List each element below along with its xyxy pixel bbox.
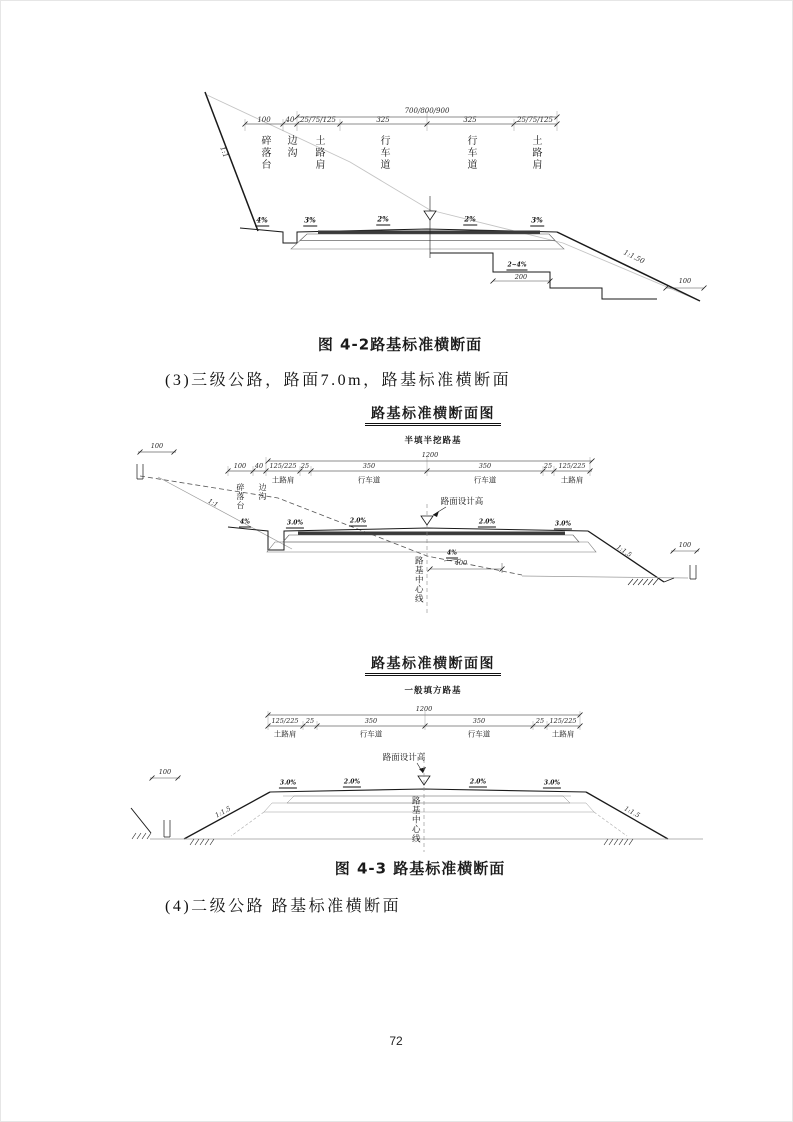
fig42-dim: 40 [285, 116, 295, 124]
fig42-dim: 25/75/125 [517, 116, 553, 124]
fig-fill-col-label: 行车道 [467, 729, 491, 739]
fig42-toe-dim: 100 [678, 277, 692, 285]
fig42-cut-section [205, 92, 707, 301]
fig-half-left-label: 碎落台 [236, 483, 245, 510]
fig42-dim: 325 [463, 116, 477, 124]
fig-half-dim: 125/225 [269, 462, 297, 470]
fig-fill-centerline-label: 路基中心线 [411, 796, 422, 844]
fig-fill-dim: 25 [535, 717, 545, 725]
fig-half-cut-slope-label: 1:1 [206, 497, 220, 509]
paragraph-3: (3)三级公路，路面7.0m，路基标准横断面 [165, 372, 512, 389]
fig42-bench-width: 200 [514, 273, 528, 281]
fig-fill-design-height-label: 路面设计高 [382, 751, 426, 762]
fig-fill-dim: 125/225 [549, 717, 577, 725]
fig-half-title: 路基标准横断面图 [365, 406, 501, 426]
fig42-dim: 100 [257, 116, 271, 124]
fig-half-topleft-dim: 100 [150, 442, 164, 450]
fig-half-fill-slope-label: 1:1.5 [614, 543, 634, 559]
fig-half-dim: 350 [362, 462, 376, 470]
fig-half-overall-dim: 1200 [421, 451, 439, 459]
fig42-bench-slope-label: 2~4% [507, 261, 527, 269]
fig42-slope-label: 3% [304, 215, 316, 225]
fig-half-toe-dim: 100 [678, 541, 692, 549]
fig-fill-title: 路基标准横断面图 [365, 656, 501, 676]
fig-half-slope-label: 2.0% [349, 517, 367, 525]
fig-half-col-label: 行车道 [357, 475, 381, 485]
fig42-col-label: 边沟 [285, 135, 296, 159]
fig-fill-slope-label: 3.0% [543, 779, 561, 787]
fig-half-slope-label: 3.0% [554, 520, 572, 528]
fig-fill-col-label: 行车道 [359, 729, 383, 739]
fig42-slope-label: 4% [256, 215, 268, 225]
fig-half-design-height-label: 路面设计高 [440, 495, 484, 506]
fig42-fill-slope-label: 1:1.50 [622, 248, 646, 266]
fig-fill-slope-label: 2.0% [343, 778, 361, 786]
fig-half-slope-label: 2.0% [478, 518, 496, 526]
fig-half-col-label: 土路肩 [560, 475, 584, 485]
fig42-slope-label: 2% [464, 214, 476, 224]
fig42-cut-slope-label: 1:1 [218, 145, 230, 159]
fig-half-slope-label: 3.0% [286, 519, 304, 527]
fig-fill-dim: 25 [305, 717, 315, 725]
fig42-dim: 325 [376, 116, 390, 124]
design-level-symbol [421, 516, 433, 525]
fig42-col-label: 碎落台 [259, 135, 270, 171]
fig-half-center-slope: 4% [447, 549, 457, 557]
fig42-overall-dim: 700/800/900 [404, 107, 450, 115]
fig-half-centerline-label: 路基中心线 [414, 556, 425, 604]
fig-half-left-label: 边沟 [258, 483, 267, 501]
fig42-dim: 25/75/125 [300, 116, 336, 124]
fig-half-dim: 25 [300, 462, 310, 470]
fig-half-dim: 350 [478, 462, 492, 470]
fig-half-slope-label: 4% [240, 518, 250, 526]
fig-half-dim: 125/225 [558, 462, 586, 470]
fig-fill-slope-label: 2.0% [469, 778, 487, 786]
fig-half-dim: 25 [543, 462, 553, 470]
fig-fill-left-dim: 100 [158, 768, 172, 776]
paragraph-4: (4)二级公路 路基标准横断面 [165, 898, 402, 915]
fig-fill-overall-dim: 1200 [415, 705, 433, 713]
fig-fill-subtitle: 一般填方路基 [404, 684, 462, 695]
fig42-col-label: 行车道 [378, 135, 389, 171]
fig-half-center-dim: 400 [454, 559, 468, 567]
design-level-symbol [424, 211, 436, 220]
fig-half-col-label: 土路肩 [271, 475, 295, 485]
fig-fill-dim: 125/225 [271, 717, 299, 725]
fig-half-dim: 40 [254, 462, 264, 470]
fig-fill-slope-label: 3.0% [279, 779, 297, 787]
fig-fill-left-slope-label: 1:1.5 [213, 804, 233, 820]
fig-fill-dim: 350 [472, 717, 486, 725]
fig42-slope-label: 2% [377, 214, 389, 224]
fig42-slope-label: 3% [531, 215, 543, 225]
fig-half-dim: 100 [233, 462, 247, 470]
fig-half-col-label: 行车道 [473, 475, 497, 485]
fig42-col-label: 土路肩 [530, 135, 541, 171]
fig43-caption: 图 4-3 路基标准横断面 [334, 859, 506, 878]
fig-half-subtitle: 半填半挖路基 [404, 434, 462, 445]
fig-fill-col-label: 土路肩 [273, 729, 297, 739]
fig-fill-dim: 350 [364, 717, 378, 725]
fig-fill-col-label: 土路肩 [551, 729, 575, 739]
fig42-col-label: 土路肩 [313, 135, 324, 171]
fig42-caption: 图 4-2路基标准横断面 [317, 335, 483, 354]
page-number: 72 [389, 1034, 403, 1048]
fig42-col-label: 行车道 [465, 135, 476, 171]
fig-fill-right-slope-label: 1:1.5 [622, 804, 642, 820]
